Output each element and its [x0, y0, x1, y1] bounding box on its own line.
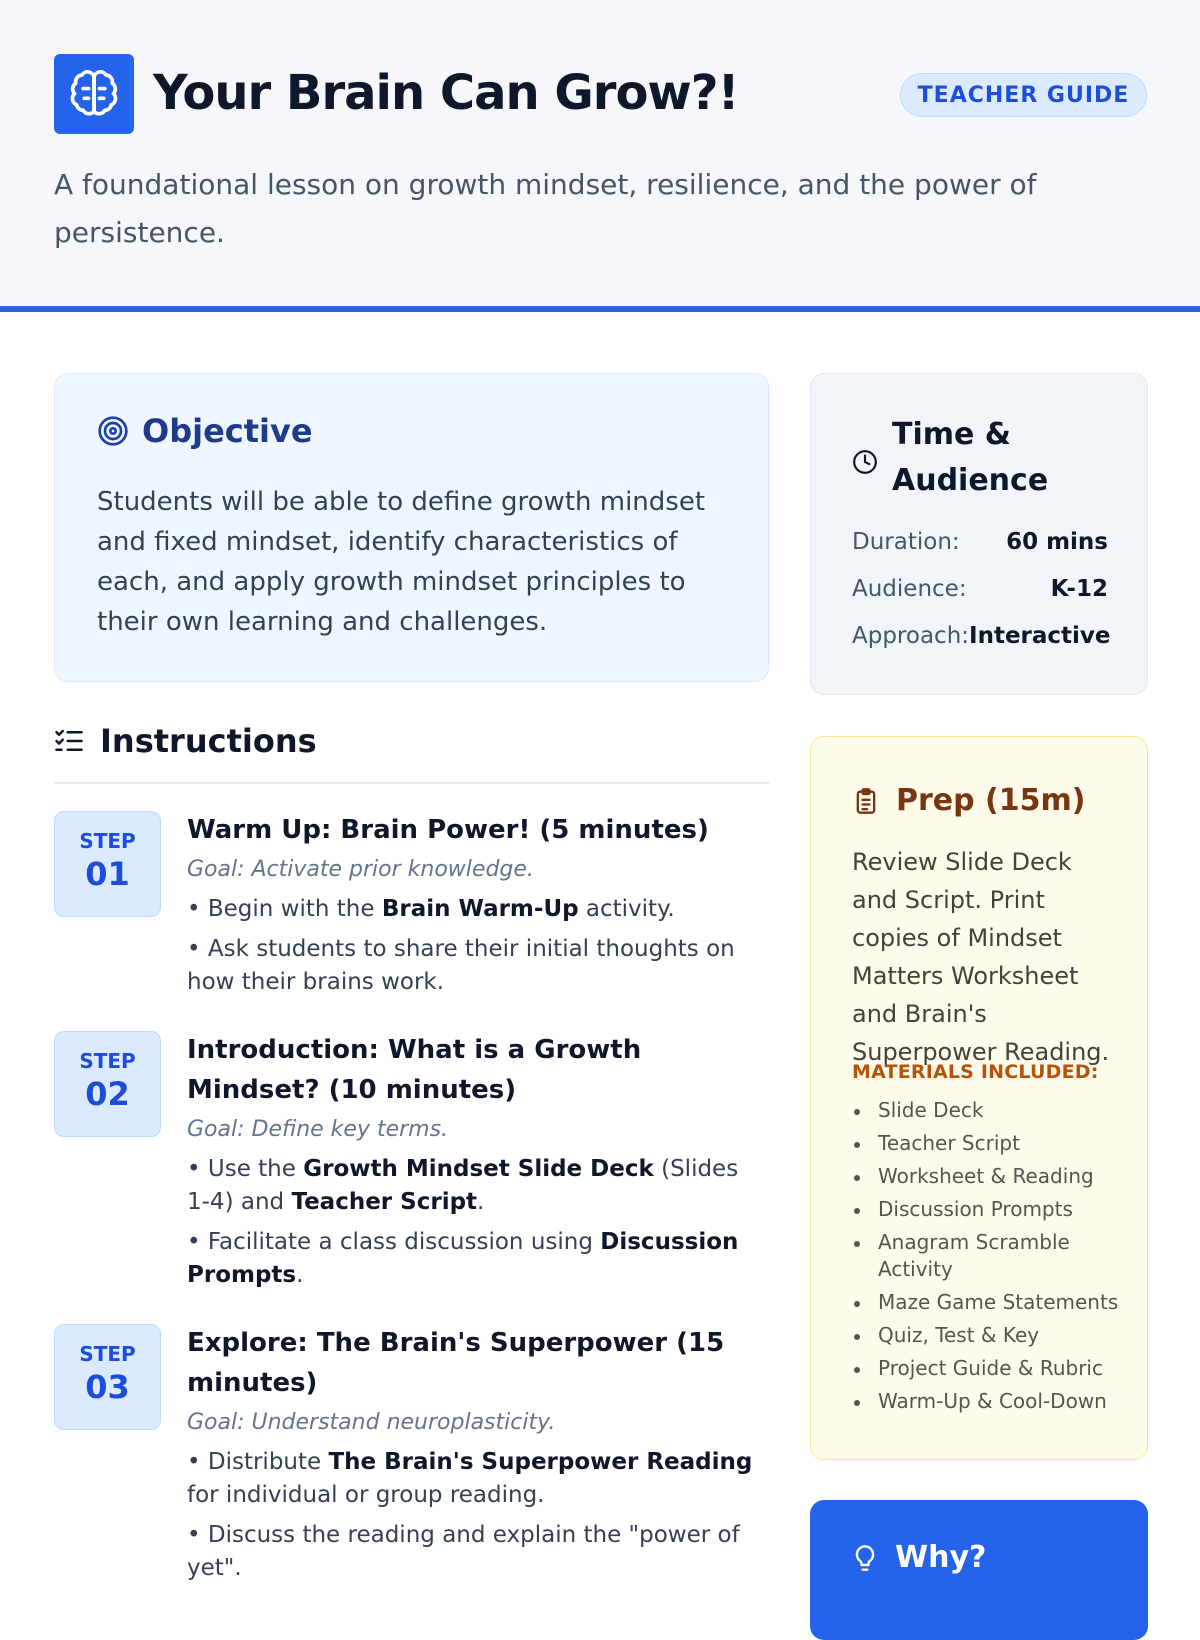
time-audience-card [810, 373, 1148, 695]
step-bullet: • Ask students to share their initial thoughts on how their brains work. [187, 936, 735, 995]
approach-value: Interactive [969, 623, 1111, 649]
list-item: Worksheet & Reading [852, 1163, 1122, 1190]
list-item: Slide Deck [852, 1097, 1122, 1124]
materials-list [852, 1097, 1122, 1421]
lightbulb-icon [851, 1542, 879, 1574]
step-goal: Goal: Define key terms. [187, 1117, 449, 1142]
step-number: 03 [85, 1368, 130, 1406]
duration-value: 60 mins [1006, 529, 1108, 555]
brain-icon [54, 54, 134, 134]
clock-icon [852, 449, 878, 475]
page-header [0, 0, 1200, 312]
list-item: Project Guide & Rubric [852, 1355, 1122, 1382]
clipboard-icon [852, 786, 880, 816]
objective-text: Students will be able to define growth mindset and fixed mindset, identify characteristics of each, and apply growth mindset principles to their own learning and challenges. [97, 487, 706, 637]
step-content [187, 1030, 767, 1292]
step-badge [54, 1324, 161, 1430]
list-item: Warm-Up & Cool-Down [852, 1388, 1122, 1415]
step-bullet: • Use the Growth Mindset Slide Deck (Slides 1-4) and Teacher Script. [187, 1156, 739, 1215]
page-title: Your Brain Can Grow?! [153, 65, 739, 121]
audience-row [852, 576, 1108, 602]
why-header [851, 1540, 986, 1575]
step-goal: Goal: Understand neuroplasticity. [187, 1410, 556, 1435]
time-audience-title: Time & Audience [892, 417, 1049, 498]
duration-row [852, 529, 1108, 555]
step-number: 01 [85, 855, 130, 893]
prep-header [852, 783, 1085, 818]
audience-label: Audience: [852, 576, 967, 602]
list-item: Anagram Scramble Activity [852, 1229, 1122, 1283]
objective-card [54, 373, 769, 682]
materials-heading: MATERIALS INCLUDED: [852, 1061, 1099, 1083]
step-bullet: • Begin with the Brain Warm-Up activity. [187, 896, 675, 922]
step-title: Introduction: What is a Growth Mindset? (10 minutes) [187, 1035, 642, 1105]
page-subtitle: A foundational lesson on growth mindset, resilience, and the power of persistence. [54, 168, 1037, 249]
divider [54, 782, 769, 784]
approach-label: Approach: [852, 623, 970, 649]
step-label: STEP [79, 1049, 136, 1073]
step-goal: Goal: Activate prior knowledge. [187, 857, 534, 882]
why-card [810, 1500, 1148, 1640]
step-content [187, 1323, 767, 1585]
list-item: Discussion Prompts [852, 1196, 1122, 1223]
why-title: Why? [895, 1540, 987, 1575]
step-bullet: • Distribute The Brain's Superpower Reading for individual or group reading. [187, 1449, 753, 1508]
instructions-header [54, 722, 317, 760]
step-label: STEP [79, 829, 136, 853]
prep-text: Review Slide Deck and Script. Print copies of Mindset Matters Worksheet and Brain's Superpower Reading. [852, 848, 1110, 1066]
checklist-icon [54, 726, 84, 756]
instructions-title: Instructions [100, 722, 317, 760]
step-title: Explore: The Brain's Superpower (15 minutes) [187, 1328, 725, 1398]
step-title: Warm Up: Brain Power! (5 minutes) [187, 815, 709, 845]
step-bullet: • Facilitate a class discussion using Discussion Prompts. [187, 1229, 739, 1288]
step-number: 02 [85, 1075, 130, 1113]
list-item: Maze Game Statements [852, 1289, 1122, 1316]
step-bullet: • Discuss the reading and explain the "power of yet". [187, 1522, 740, 1581]
teacher-guide-badge: TEACHER GUIDE [900, 73, 1147, 117]
list-item: Teacher Script [852, 1130, 1122, 1157]
duration-label: Duration: [852, 529, 960, 555]
prep-card [810, 736, 1148, 1460]
prep-title: Prep (15m) [896, 783, 1086, 818]
step-badge [54, 811, 161, 917]
step-content [187, 810, 767, 999]
approach-row [852, 623, 1111, 649]
audience-value: K-12 [1050, 576, 1108, 602]
list-item: Quiz, Test & Key [852, 1322, 1122, 1349]
objective-title: Objective [142, 412, 313, 450]
objective-header [97, 412, 313, 450]
step-label: STEP [79, 1342, 136, 1366]
target-icon [97, 415, 129, 447]
step-badge [54, 1031, 161, 1137]
